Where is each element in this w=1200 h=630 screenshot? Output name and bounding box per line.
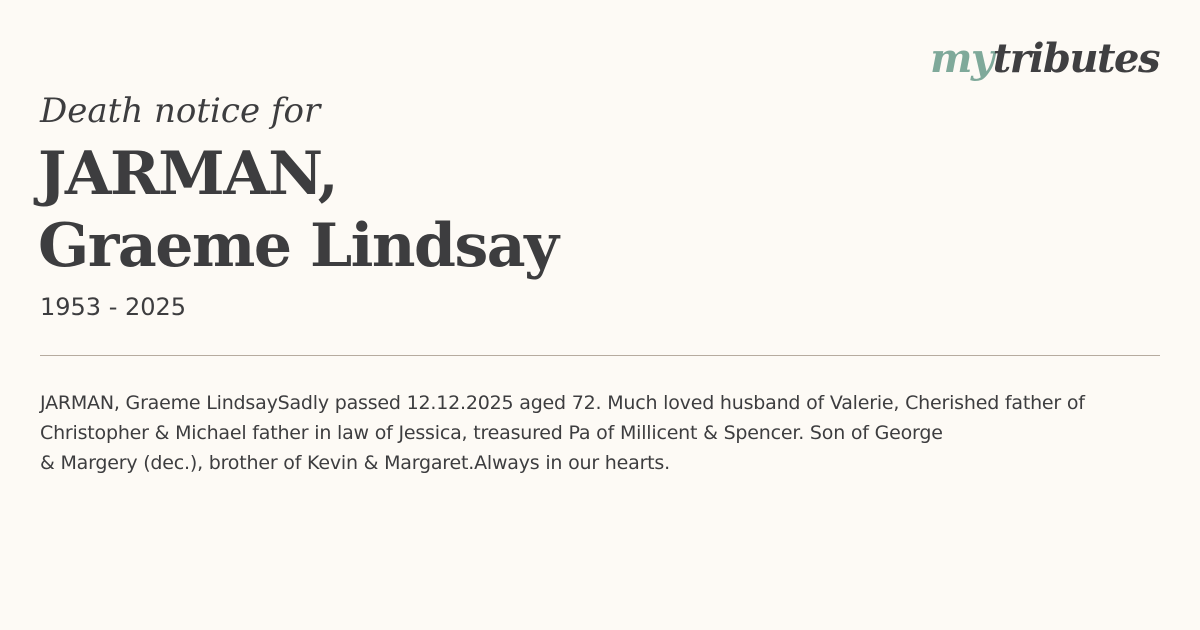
logo-tributes-text: tributes <box>992 35 1159 82</box>
life-years: 1953 - 2025 <box>40 293 187 321</box>
notice-body-line: & Margery (dec.), brother of Kevin & Margaret.Always in our hearts. <box>40 452 670 474</box>
notice-body <box>40 388 1155 478</box>
section-divider <box>40 355 1160 356</box>
mytributes-logo[interactable] <box>930 33 1159 85</box>
logo-my-text: my <box>930 35 993 82</box>
death-notice-intro: Death notice for <box>40 91 321 131</box>
deceased-given-names: Graeme Lindsay <box>38 211 558 281</box>
notice-body-line: JARMAN, Graeme LindsaySadly passed 12.12.2025 aged 72. Much loved husband of Valerie, Cherished father of <box>40 392 1085 414</box>
notice-body-line: Christopher & Michael father in law of Jessica, treasured Pa of Millicent & Spencer. Son of George <box>40 422 943 444</box>
deceased-name <box>38 138 558 282</box>
deceased-surname: JARMAN, <box>38 139 338 209</box>
